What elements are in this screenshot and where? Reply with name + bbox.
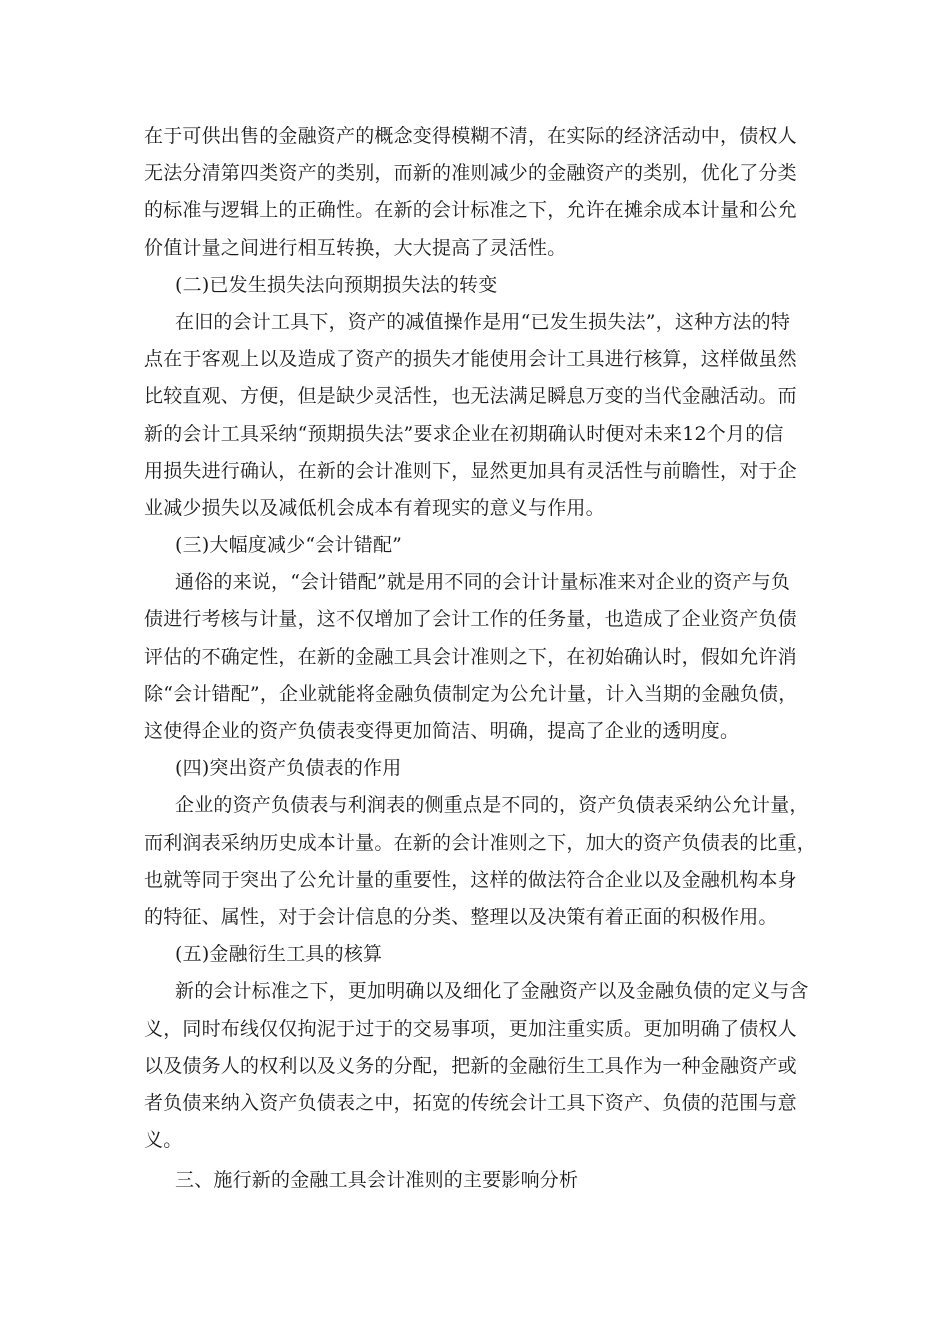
section-heading-4: (四)突出资产负债表的作用 xyxy=(175,757,402,780)
text-line: 评估的不确定性，在新的金融工具会计准则之下，在初始确认时，假如允许消 xyxy=(144,645,797,668)
paragraph xyxy=(144,564,804,750)
text-line: 债进行考核与计量，这不仅增加了会计工作的任务量，也造成了企业资产负债 xyxy=(144,608,797,631)
text-line: 比较直观、方便，但是缺少灵活性，也无法满足瞬息万变的当代金融活动。而 xyxy=(144,385,797,408)
text-line: 企业的资产负债表与利润表的侧重点是不同的，资产负债表采纳公允计量， xyxy=(175,794,809,817)
text-line: 的特征、属性，对于会计信息的分类、整理以及决策有着正面的积极作用。 xyxy=(144,905,778,928)
text-line: 这使得企业的资产负债表变得更加简洁、明确，提高了企业的透明度。 xyxy=(144,720,740,742)
text-line: 业减少损失以及减低机会成本有着现实的意义与作用。 xyxy=(144,496,605,519)
document-page xyxy=(144,118,817,1199)
text-line: 在于可供出售的金融资产的概念变得模糊不清，在实际的经济活动中，债权人 xyxy=(144,125,797,147)
text-line: 价值计量之间进行相互转换，大大提高了灵活性。 xyxy=(144,236,567,259)
text-line: 新的会计工具采纳“预期损失法”要求企业在初期确认时便对未来12个月的信 xyxy=(144,422,784,445)
text-line: 者负债来纳入资产负债表之中，拓宽的传统会计工具下资产、负债的范围与意 xyxy=(144,1091,797,1114)
section-heading-3: (三)大幅度减少“会计错配” xyxy=(175,534,403,557)
text-line: 通俗的来说，“会计错配”就是用不同的会计计量标准来对企业的资产与负 xyxy=(175,571,791,594)
text-line: 除“会计错配”，企业就能将金融负债制定为公允计量，计入当期的金融负债， xyxy=(144,682,798,705)
text-line: 义。 xyxy=(144,1129,183,1152)
paragraph-continuation xyxy=(144,118,804,267)
chapter-heading-3: 三、施行新的金融工具会计准则的主要影响分析 xyxy=(175,1169,579,1192)
text-line: 以及债务人的权利以及义务的分配，把新的金融衍生工具作为一种金融资产或 xyxy=(144,1054,797,1077)
paragraph xyxy=(144,973,809,1159)
text-line: 也就等同于突出了公允计量的重要性，这样的做法符合企业以及金融机构本身 xyxy=(144,868,797,891)
text-line: 而利润表采纳历史成本计量。在新的会计准则之下，加大的资产负债表的比重， xyxy=(144,831,817,854)
text-line: 义，同时布线仅仅拘泥于过于的交易事项，更加注重实质。更加明确了债权人 xyxy=(144,1017,797,1040)
text-line: 无法分清第四类资产的类别，而新的准则减少的金融资产的类别，优化了分类 xyxy=(144,162,797,185)
text-line: 点在于客观上以及造成了资产的损失才能使用会计工具进行核算，这样做虽然 xyxy=(144,348,797,371)
text-line: 用损失进行确认，在新的会计准则下，显然更加具有灵活性与前瞻性，对于企 xyxy=(144,459,797,482)
text-line: 的标准与逻辑上的正确性。在新的会计标准之下，允许在摊余成本计量和公允 xyxy=(144,199,797,222)
paragraph xyxy=(144,787,817,936)
text-line: 在旧的会计工具下，资产的减值操作是用“已发生损失法”，这种方法的特 xyxy=(175,310,791,333)
text-line: 新的会计标准之下，更加明确以及细化了金融资产以及金融负债的定义与含 xyxy=(175,980,809,1003)
paragraph xyxy=(144,304,804,527)
section-heading-2: (二)已发生损失法向预期损失法的转变 xyxy=(175,273,498,296)
section-heading-5: (五)金融衍生工具的核算 xyxy=(175,943,383,966)
